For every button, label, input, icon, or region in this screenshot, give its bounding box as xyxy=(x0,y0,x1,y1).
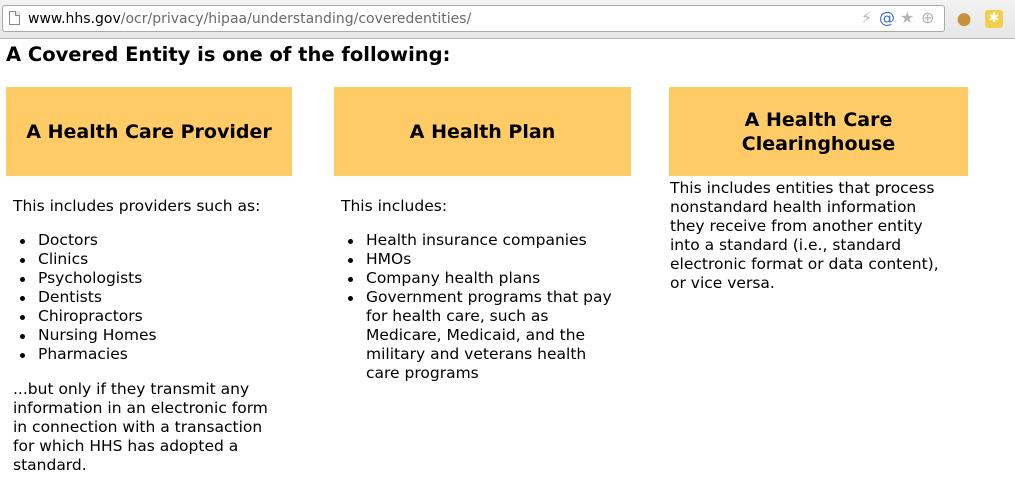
list-item xyxy=(341,231,612,250)
clearinghouse-text-line: electronic format or data content), xyxy=(670,255,939,273)
clearinghouse-text-line: nonstandard health information xyxy=(670,198,917,216)
puzzle-icon[interactable]: ✱ xyxy=(985,10,1003,28)
plan-intro: This includes: xyxy=(341,197,448,215)
clearinghouse-text-line: into a standard (i.e., standard xyxy=(670,236,902,254)
provider-note xyxy=(13,380,268,475)
list-item-line: Medicare, Medicaid, and the xyxy=(366,326,586,344)
provider-note-line: information in an electronic form xyxy=(13,399,268,417)
list-item: Clinics xyxy=(13,250,157,269)
page-title: A Covered Entity is one of the following: xyxy=(6,43,451,66)
provider-note-line: ...but only if they transmit any xyxy=(13,380,250,398)
clearinghouse-text-line: This includes entities that process xyxy=(670,179,935,197)
provider-note-line: standard. xyxy=(13,456,87,474)
list-item: Doctors xyxy=(13,231,157,250)
provider-list xyxy=(13,231,157,364)
zoom-icon[interactable]: ⊕ xyxy=(921,8,935,27)
lightning-icon[interactable]: ⚡ xyxy=(861,8,873,27)
provider-note-line: in connection with a transaction xyxy=(13,418,263,436)
provider-title: A Health Care Provider xyxy=(26,120,272,143)
cookie-icon[interactable]: ● xyxy=(956,9,972,29)
clearinghouse-text-line: or vice versa. xyxy=(670,274,775,292)
list-item-line: care programs xyxy=(366,364,479,382)
clearinghouse-text-line: they receive from another entity xyxy=(670,217,923,235)
list-item: Nursing Homes xyxy=(13,326,157,345)
address-bar[interactable] xyxy=(2,5,945,32)
list-item xyxy=(341,250,612,269)
list-item: Psychologists xyxy=(13,269,157,288)
clearinghouse-title-line: A Health Care xyxy=(744,108,893,131)
page-icon xyxy=(9,11,20,25)
clearinghouse-description xyxy=(670,179,939,293)
browser-toolbar xyxy=(0,0,1015,39)
plan-list xyxy=(341,231,612,383)
list-item xyxy=(341,288,612,383)
plan-card-header xyxy=(334,87,631,176)
provider-note-line: for which HHS has adopted a xyxy=(13,437,239,455)
list-item-line: military and veterans health xyxy=(366,345,587,363)
url-path: /ocr/privacy/hipaa/understanding/coveredentities/ xyxy=(120,11,472,27)
clearinghouse-card-header xyxy=(669,87,968,176)
plan-title: A Health Plan xyxy=(409,120,556,143)
list-item xyxy=(341,269,612,288)
list-item-line: for health care, such as xyxy=(366,307,549,325)
list-item-line: HMOs xyxy=(366,250,412,268)
url-text[interactable] xyxy=(28,11,471,27)
list-item: Dentists xyxy=(13,288,157,307)
provider-card-header xyxy=(6,87,292,176)
list-item-line: Company health plans xyxy=(366,269,541,287)
clearinghouse-title-line: Clearinghouse xyxy=(741,132,896,155)
list-item-line: Health insurance companies xyxy=(366,231,587,249)
swirl-icon[interactable]: @ xyxy=(879,8,895,27)
url-host: www.hhs.gov xyxy=(28,11,121,27)
list-item-line: Government programs that pay xyxy=(366,288,612,306)
provider-intro: This includes providers such as: xyxy=(13,197,261,215)
list-item: Pharmacies xyxy=(13,345,157,364)
list-item: Chiropractors xyxy=(13,307,157,326)
star-icon[interactable]: ★ xyxy=(900,8,915,27)
